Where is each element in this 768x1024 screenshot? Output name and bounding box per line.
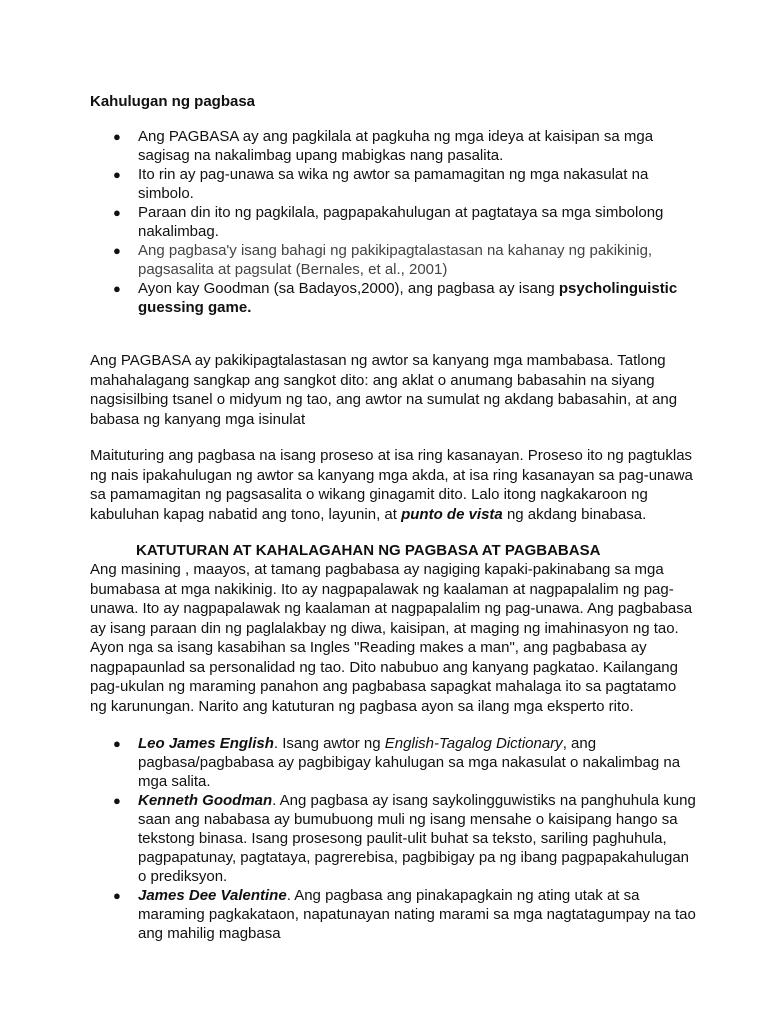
heading-kahulugan: Kahulugan ng pagbasa bbox=[90, 93, 256, 110]
definition-list bbox=[90, 127, 696, 317]
bullet-icon: ● bbox=[113, 167, 121, 182]
list-item: ● Paraan din ito ng pagkilala, pagpapakahulugan at pagtataya sa mga simbolong nakalimbag. bbox=[113, 204, 664, 240]
paragraph-katuturan: Ang masining , maayos, at tamang pagbabasa ay nagiging kapaki-pakinabang sa mga bumabasa at mga nakikinig. Ito ay nagpapalawak ng kaalaman at nagpapalalim ng pag-unawa. Ito ay nagpapalawak ng kaalaman at nagpapalalim ng pag-unawa. Ang pagbabasa ay isang paraan din ng paglalakbay ng diwa, kaisipan, at maging ng imahinasyon ng tao. Ayon nga sa isang kasabihan sa Ingles "Reading makes a man", ang pagbabasa ay nagpapaunlad sa personalidad ng tao. Dito nabubuo ang kanyang pagkatao. Kailangang pag-ukulan ng maraming panahon ang pagbabasa sapagkat mahalaga ito sa pagtatamo ng karunungan. Narito ang katuturan ng pagbasa ayon sa ilang mga eksperto rito. bbox=[90, 561, 693, 715]
list-item: ● Kenneth Goodman. Ang pagbasa ay isang saykolingguwistiks na panghuhula kung saan ang nababasa ay bumubuong muli ng isang mensahe o kaisipang hango sa tekstong binasa. Isang prosesong paulit-ulit buhat sa teksto, sariling paghuhula, pagpapatunay, pagtataya, pagrerebisa, pagbibigay pa ng ibang pagpapakahulugan o prediksyon. bbox=[113, 792, 696, 885]
bullet-icon: ● bbox=[113, 129, 121, 144]
bullet-icon: ● bbox=[113, 281, 121, 296]
list-item: ● Ayon kay Goodman (sa Badayos,2000), ang pagbasa ay isang psycholinguistic guessing game. bbox=[113, 280, 678, 316]
paragraph-pagbasa: Ang PAGBASA ay pakikipagtalastasan ng awtor sa kanyang mga mambabasa. Tatlong mahahalagang sangkap ang sangkot dito: ang aklat o anumang babasahin na siyang nagsisilbing tsanel o midyum ng tao, ang awtor na sumulat ng akdang babasahin, at ang babasa ng kanyang mga isinulat bbox=[90, 352, 678, 428]
expert-list bbox=[90, 734, 696, 943]
list-item: ● James Dee Valentine. Ang pagbasa ang pinakapagkain ng ating utak at sa maraming pagkakataon, napatunayan nating marami sa mga nagtatagumpay na tao ang mahilig magbasa bbox=[113, 887, 696, 942]
bullet-icon: ● bbox=[113, 243, 121, 258]
bullet-icon: ● bbox=[113, 205, 121, 220]
bullet-icon: ● bbox=[113, 888, 121, 903]
list-item: ● Leo James English. Isang awtor ng English-Tagalog Dictionary, ang pagbasa/pagbabasa ay pagbibigay kahulugan sa mga nakasulat o nakalimbag na mga salita. bbox=[113, 735, 681, 790]
list-item: ● Ang pagbasa'y isang bahagi ng pakikipagtalastasan na kahanay ng pakikinig, pagsasalita at pagsulat (Bernales, et al., 2001) bbox=[113, 242, 653, 278]
list-item: ● Ito rin ay pag-unawa sa wika ng awtor sa pamamagitan ng mga nakasulat na simbolo. bbox=[113, 166, 649, 202]
bullet-icon: ● bbox=[113, 793, 121, 808]
list-item: ● Ang PAGBASA ay ang pagkilala at pagkuha ng mga ideya at kaisipan sa mga sagisag na nakalimbag upang mabigkas nang pasalita. bbox=[113, 128, 654, 164]
section-title: KATUTURAN AT KAHALAGAHAN NG PAGBASA AT PAGBABASA bbox=[136, 542, 601, 559]
paragraph-proseso: Maituturing ang pagbasa na isang proseso at isa ring kasanayan. Proseso ito ng pagtuklas ng nais ipakahulugan ng awtor sa kanyang mga akda, at isa ring kasanayan sa pag-unawa sa pamamagitan ng pagsasalita o wikang ginagamit dito. Lalo itong nagkakaroon ng kabuluhan kapag nabatid ang tono, layunin, at punto de vista ng akdang binabasa. bbox=[90, 447, 693, 523]
bullet-icon: ● bbox=[113, 736, 121, 751]
